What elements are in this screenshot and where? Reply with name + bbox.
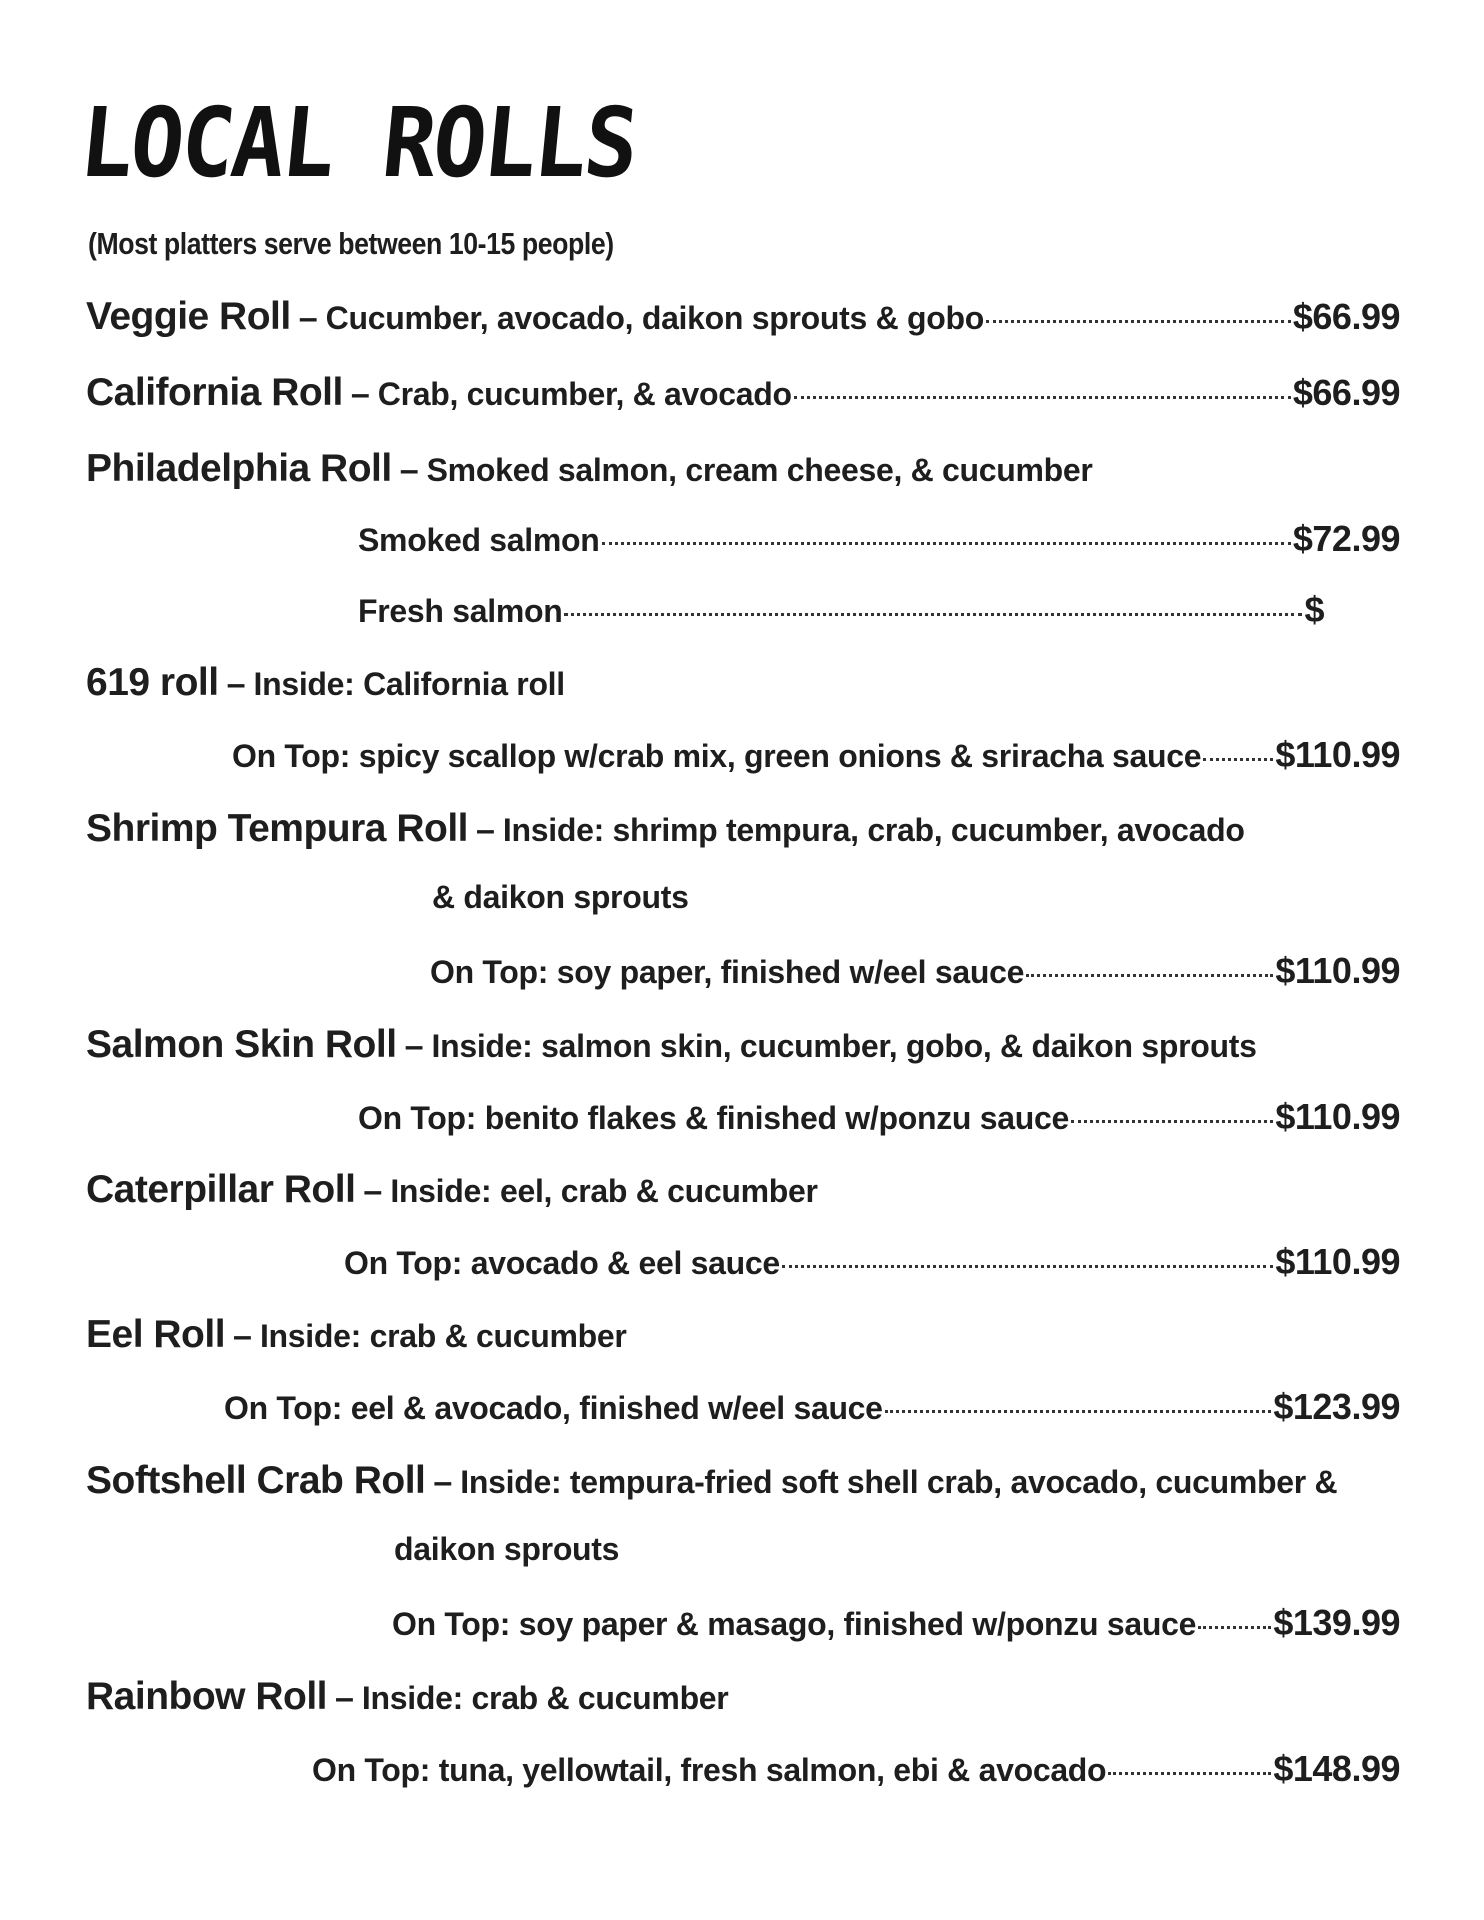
item-description: Crab, cucumber, & avocado	[377, 376, 792, 412]
item-price: $66.99	[1292, 296, 1400, 337]
option-fresh-salmon	[358, 589, 1324, 635]
item-name: Salmon Skin Roll	[86, 1023, 397, 1066]
dash: –	[233, 1317, 252, 1355]
item-ontop-line	[344, 1241, 1400, 1287]
menu-item-philadelphia-roll	[86, 447, 1400, 493]
item-ontop-line	[392, 1602, 1400, 1648]
item-inside-continued	[432, 879, 1400, 925]
item-ontop-line	[224, 1386, 1400, 1432]
item-price: $123.99	[1273, 1386, 1400, 1427]
item-name: California Roll	[86, 371, 343, 414]
item-price: $110.99	[1275, 950, 1400, 991]
item-ontop: On Top: spicy scallop w/crab mix, green onions & sriracha sauce	[232, 738, 1202, 774]
item-price: $148.99	[1273, 1748, 1400, 1789]
dot-leader	[1108, 1772, 1271, 1775]
item-inside: Inside: crab & cucumber	[259, 1318, 627, 1354]
item-ontop: On Top: benito flakes & finished w/ponzu sauce	[358, 1100, 1069, 1136]
item-ontop: On Top: tuna, yellowtail, fresh salmon, ebi & avocado	[312, 1752, 1107, 1788]
menu-item-salmon-skin-roll	[86, 1023, 1400, 1069]
dash: –	[404, 1027, 424, 1065]
item-inside-2: daikon sprouts	[394, 1531, 620, 1567]
dash: –	[350, 375, 370, 413]
menu-item-eel-roll	[86, 1313, 1400, 1359]
item-inside: Inside: salmon skin, cucumber, gobo, & daikon sprouts	[431, 1028, 1257, 1064]
item-name: Softshell Crab Roll	[86, 1459, 426, 1502]
item-description: Smoked salmon, cream cheese, & cucumber	[426, 452, 1093, 488]
dash: –	[226, 665, 246, 703]
item-ontop-line	[312, 1748, 1400, 1794]
dot-leader	[1203, 758, 1273, 761]
item-ontop: On Top: eel & avocado, finished w/eel sauce	[224, 1390, 883, 1426]
item-ontop: On Top: soy paper, finished w/eel sauce	[430, 954, 1025, 990]
dot-leader	[794, 396, 1291, 399]
dot-leader	[602, 542, 1291, 545]
item-ontop-line	[430, 950, 1400, 996]
dash: –	[335, 1679, 354, 1717]
dot-leader	[1026, 974, 1273, 977]
menu-item-california-roll	[86, 371, 1400, 417]
item-ontop-line	[358, 1096, 1400, 1142]
item-description: Cucumber, avocado, daikon sprouts & gobo	[325, 300, 984, 336]
menu-item-619-roll	[86, 661, 1400, 707]
menu-item-caterpillar-roll	[86, 1168, 1400, 1214]
option-price: $	[1304, 589, 1324, 630]
dash: –	[399, 451, 419, 489]
item-name: Rainbow Roll	[86, 1675, 327, 1718]
serving-note: (Most platters serve between 10-15 people)	[88, 226, 614, 261]
menu-item-softshell-crab-roll	[86, 1459, 1400, 1505]
dash: –	[363, 1172, 383, 1210]
item-inside: Inside: California roll	[253, 666, 565, 702]
menu-title: LOCAL ROLLS	[75, 87, 641, 199]
item-name: Caterpillar Roll	[86, 1168, 356, 1211]
dot-leader	[885, 1410, 1272, 1413]
menu-item-veggie-roll	[86, 295, 1400, 341]
dash: –	[298, 299, 318, 337]
dash: –	[433, 1463, 453, 1501]
dash: –	[476, 811, 495, 849]
dot-leader	[1071, 1120, 1273, 1123]
item-inside-2: & daikon sprouts	[432, 879, 689, 915]
option-price: $72.99	[1292, 518, 1400, 559]
dot-leader	[782, 1265, 1273, 1268]
option-label: Fresh salmon	[358, 593, 563, 629]
item-name: Veggie Roll	[86, 295, 291, 338]
option-label: Smoked salmon	[358, 522, 600, 558]
item-inside: Inside: eel, crab & cucumber	[390, 1173, 818, 1209]
item-price: $66.99	[1292, 372, 1400, 413]
dot-leader	[1198, 1626, 1271, 1629]
item-name: Shrimp Tempura Roll	[86, 807, 468, 850]
dot-leader	[986, 320, 1291, 323]
option-smoked-salmon	[358, 518, 1400, 564]
item-inside: Inside: shrimp tempura, crab, cucumber, avocado	[502, 812, 1245, 848]
item-inside: Inside: tempura-fried soft shell crab, avocado, cucumber &	[460, 1464, 1338, 1500]
item-price: $110.99	[1275, 1096, 1400, 1137]
item-inside: Inside: crab & cucumber	[361, 1680, 729, 1716]
item-name: Philadelphia Roll	[86, 447, 392, 490]
item-ontop: On Top: avocado & eel sauce	[344, 1245, 780, 1281]
item-ontop-line	[232, 734, 1400, 780]
item-ontop: On Top: soy paper & masago, finished w/ponzu sauce	[392, 1606, 1197, 1642]
item-name: 619 roll	[86, 661, 219, 704]
menu-item-rainbow-roll	[86, 1675, 1400, 1721]
menu-item-shrimp-tempura-roll	[86, 807, 1400, 853]
item-name: Eel Roll	[86, 1313, 226, 1356]
item-price: $110.99	[1275, 1241, 1400, 1282]
item-price: $139.99	[1273, 1602, 1400, 1643]
dot-leader	[564, 613, 1302, 616]
item-price: $110.99	[1275, 734, 1400, 775]
item-inside-continued	[394, 1531, 1400, 1577]
